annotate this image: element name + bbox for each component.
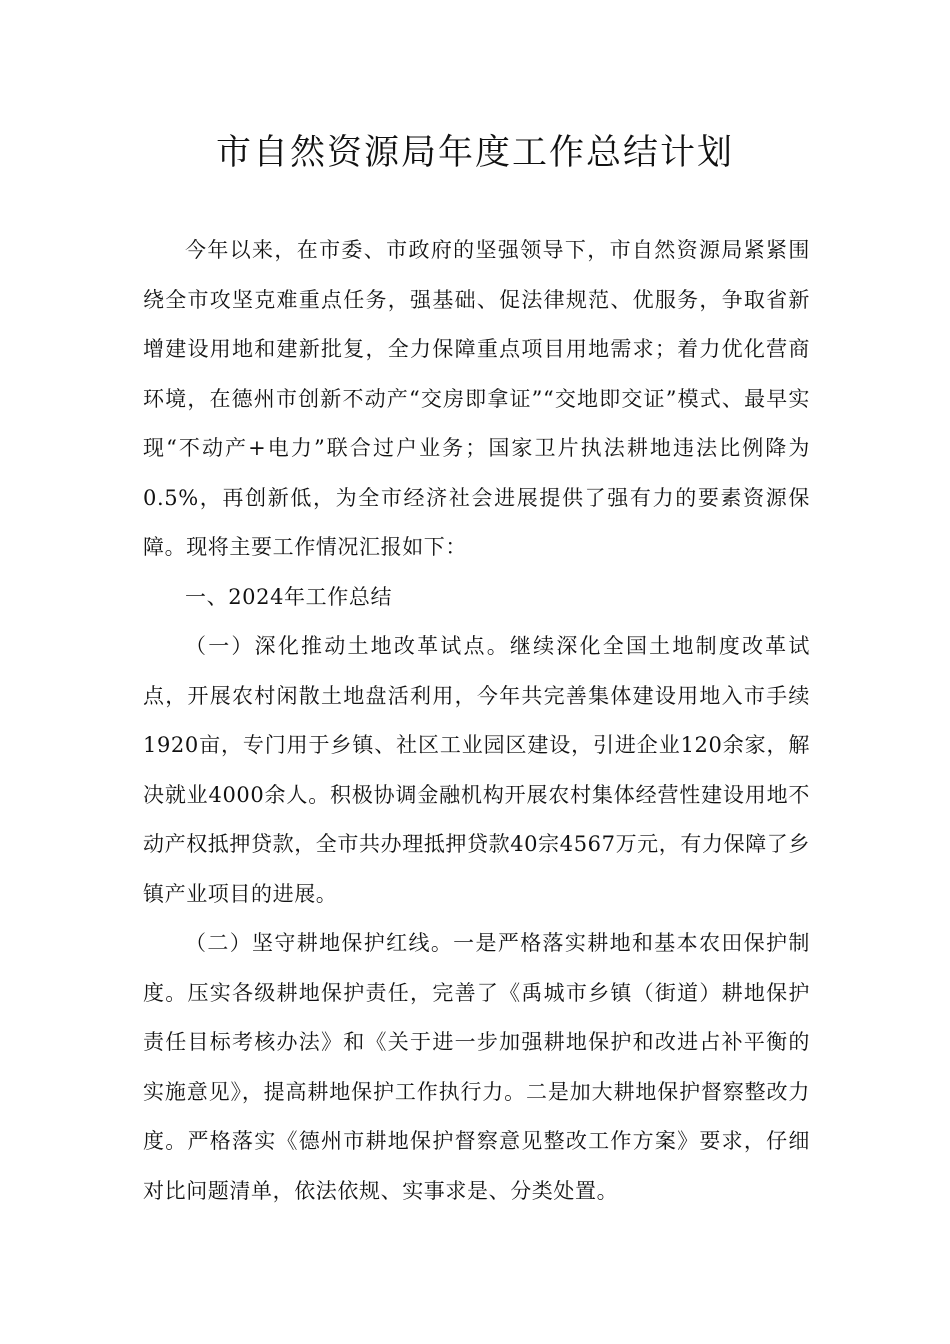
section-heading: 一、2024年工作总结	[185, 584, 393, 609]
document-body	[143, 226, 810, 1216]
document-title: 市自然资源局年度工作总结计划	[215, 133, 734, 173]
paragraph-farmland-protection: （二）坚守耕地保护红线。一是严格落实耕地和基本农田保护制度。压实各级耕地保护责任，完善了《禹城市乡镇（街道）耕地保护责任目标考核办法》和《关于进一步加强耕地保护和改进占补平衡的实施意见》，提高耕地保护工作执行力。二是加大耕地保护督察整改力度。严格落实《德州市耕地保护督察意见整改工作方案》要求，仔细对比问题清单，依法依规、实事求是、分类处置。	[143, 931, 810, 1203]
paragraph-land-reform: （一）深化推动土地改革试点。继续深化全国土地制度改革试点，开展农村闲散土地盘活利用，今年共完善集体建设用地入市手续1920亩，专门用于乡镇、社区工业园区建设，引进企业120余家，解决就业4000余人。积极协调金融机构开展农村集体经营性建设用地不动产权抵押贷款，全市共办理抵押贷款40宗4567万元，有力保障了乡镇产业项目的进展。	[143, 634, 810, 906]
intro-paragraph: 今年以来，在市委、市政府的坚强领导下，市自然资源局紧紧围绕全市攻坚克难重点任务，强基础、促法律规范、优服务，争取省新增建设用地和建新批复，全力保障重点项目用地需求；着力优化营商环境，在德州市创新不动产“交房即拿证”“交地即交证”模式、最早实现“不动产+电力”联合过户业务；国家卫片执法耕地违法比例降为0.5%，再创新低，为全市经济社会进展提供了强有力的要素资源保障。现将主要工作情况汇报如下：	[143, 238, 810, 559]
